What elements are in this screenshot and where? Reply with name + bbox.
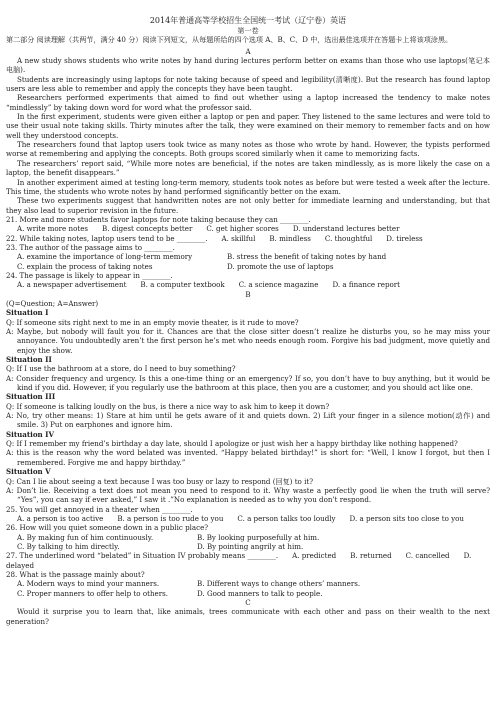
- passage-a-paragraph: Students are increasingly using laptops for note taking because of speed and legibility(清晰度). But the research has found laptop users are less able to remember and apply the concepts they have been taught.: [6, 74, 490, 94]
- option[interactable]: C. a person talks too loudly: [237, 513, 336, 523]
- option[interactable]: D. Good manners to talk to people.: [197, 588, 323, 598]
- passage-b-label: B: [245, 289, 251, 299]
- option[interactable]: D. By pointing angrily at him.: [197, 541, 304, 551]
- question-stem: 23. The author of the passage aims to ________.: [6, 242, 175, 252]
- option[interactable]: C. Proper manners to offer help to others.: [17, 588, 168, 598]
- situation-question: Q: If someone sits right next to me in an empty movie theater, is it rude to move?: [6, 317, 299, 327]
- passage-a-paragraph: In another experiment aimed at testing long-term memory, students took notes as before but were tested a week after the lecture. This time, the students who wrote notes by hand performed significantly better on the exam.: [6, 177, 490, 196]
- option[interactable]: A. skillful: [221, 233, 256, 243]
- passage-b-key: (Q=Question; A=Answer): [6, 298, 99, 308]
- passage-a-paragraph: The researchers found that laptop users took twice as many notes as those who wrote by hand. However, the typists performed worse at remembering and applying the concepts. Both groups scored similarly when it came to memorizing facts.: [6, 140, 490, 159]
- question-options: [6, 224, 490, 233]
- option[interactable]: A. examine the importance of long-term memory: [17, 252, 193, 262]
- question-options: [6, 542, 490, 551]
- situation-answer: A: this is the reason why the word belated was invented. “Happy belated birthday!” is short for: “Well, I know I forgot, but then I remembered. Forgive me and happy birthday.”: [6, 448, 490, 467]
- option[interactable]: A. By making fun of him continuously.: [17, 532, 154, 542]
- question-options: [6, 579, 490, 588]
- question-stem: 27. The underlined word “belated” in Situation IV probably means ________.: [6, 551, 279, 561]
- option[interactable]: D. a finance report: [332, 280, 401, 290]
- passage-a-label: A: [245, 46, 251, 56]
- option[interactable]: D. tireless: [386, 233, 423, 243]
- situation-question: Q: If I remember my friend’s birthday a day late, should I apologize or just wish her a happy birthday like nothing happened?: [6, 439, 458, 449]
- question-options: [6, 533, 490, 542]
- situation-answer: A: Consider frequency and urgency. Is this a one-time thing or an emergency? If so, you don’t have to buy anything, but it would be kind if you did. However, if you regularly use the bathroom at this place, then you are a customer, and you should act like one.: [6, 373, 490, 393]
- option[interactable]: D. delayed: [6, 551, 472, 570]
- situation-title: Situation II: [6, 355, 52, 365]
- question-stem: 28. What is the passage mainly about?: [6, 569, 145, 579]
- question-options: [6, 280, 490, 289]
- passage-c-paragraph: Would it surprise you to learn that, like animals, trees communicate with each other and pass on their wealth to the next generation?: [6, 607, 490, 626]
- option[interactable]: D. understand lectures better: [292, 224, 400, 234]
- situation-title: Situation III: [6, 392, 56, 402]
- option[interactable]: B. a computer textbook: [140, 280, 225, 290]
- option[interactable]: B. mindless: [269, 233, 311, 243]
- question-row: [6, 551, 490, 570]
- situation-question: Q: Can I lie about seeing a text because I was too busy or lazy to respond (回复) to it?: [6, 476, 314, 486]
- part-instructions: 第二部分 阅读理解（共两节，满分 40 分）阅读下列短文，从每题所给的四个选项 A、B、C、D 中，选出最佳选项并在答题卡上将该项涂黑。: [6, 35, 453, 45]
- question-stem: 26. How will you quiet someone down in a public place?: [6, 523, 209, 533]
- question-options: [6, 589, 490, 598]
- option[interactable]: C. thoughtful: [324, 233, 373, 243]
- question-stem: 25. You will get annoyed in a theater when ________.: [6, 504, 193, 514]
- option[interactable]: B. Different ways to change others’ manners.: [197, 579, 361, 589]
- exam-title: 2014年普通高等学校招生全国统一考试（辽宁卷）英语: [149, 16, 347, 25]
- passage-a-paragraph: Researchers performed experiments that aimed to find out whether using a laptop increased the tendency to make notes “mindlessly” by taking down word for word what the professor said.: [6, 93, 490, 112]
- option[interactable]: C. explain the process of taking notes: [17, 261, 153, 271]
- situation-question: Q: If someone is talking loudly on the bus, is there a nice way to ask him to keep it down?: [6, 401, 330, 411]
- option[interactable]: A. predicted: [292, 551, 337, 561]
- option[interactable]: D. promote the use of laptops: [227, 261, 334, 271]
- option[interactable]: A. Modern ways to mind your manners.: [17, 579, 160, 589]
- question-stem: 24. The passage is likely to appear in ________.: [6, 270, 173, 280]
- option[interactable]: C. a science magazine: [238, 280, 319, 290]
- situation-answer: A: No, try other means: 1) Stare at him until he gets aware of it and quiets down. 2) Lift your finger in a silence motion(动作) and smile. 3) Put on earphones and ignore him.: [6, 411, 490, 430]
- passage-a-paragraph: The researchers’ report said, “While more notes are beneficial, if the notes are taken mindlessly, as is more likely the case on a laptop, the benefit disappears.”: [6, 158, 490, 178]
- option[interactable]: B. By looking purposefully at him.: [197, 532, 320, 542]
- question-row: [6, 234, 490, 243]
- option[interactable]: C. cancelled: [405, 551, 450, 561]
- volume-heading: 第一卷: [237, 26, 259, 35]
- option[interactable]: A. write more notes: [17, 224, 89, 234]
- passage-a-paragraph: In the first experiment, students were given either a laptop or pen and paper. They listened to the same lectures and were told to use their usual note taking skills. Thirty minutes after the talk, they were examined on their memory to remember facts and on how well they understood concepts.: [6, 112, 490, 140]
- passage-a-paragraph: These two experiments suggest that handwritten notes are not only better for immediate learning and understanding, but that they also lead to superior revision in the future.: [6, 196, 490, 215]
- situation-title: Situation I: [6, 308, 49, 318]
- option[interactable]: A. a person is too active: [17, 513, 104, 523]
- question-stem: 22. While taking notes, laptop users tend to be ________.: [6, 233, 208, 243]
- option[interactable]: C. By talking to him directly.: [17, 541, 120, 551]
- situation-answer: A: Don’t lie. Receiving a text does not mean you need to respond to it. Why waste a perfectly good lie when the truth will serve? “Yes”, you can say if ever asked,” I saw it .”No explanation is needed as to why you don’t respond.: [6, 485, 490, 505]
- situation-title: Situation V: [6, 467, 51, 477]
- passage-a-paragraph: A new study shows students who write notes by hand during lectures perform better on exams than those who use laptops(笔记本电脑).: [6, 56, 490, 75]
- question-options: [6, 262, 490, 271]
- question-options: [6, 252, 490, 261]
- option[interactable]: A. a newspaper advertisement: [17, 280, 127, 290]
- option[interactable]: B. stress the benefit of taking notes by hand: [227, 252, 387, 262]
- option[interactable]: B. a person is too rude to you: [117, 513, 224, 523]
- situation-question: Q: If I use the bathroom at a store, do I need to buy something?: [6, 364, 236, 374]
- option[interactable]: D. a person sits too close to you: [349, 513, 464, 523]
- situation-title: Situation IV: [6, 429, 55, 439]
- option[interactable]: B. digest concepts better: [102, 224, 193, 234]
- situation-answer: A: Maybe, but nobody will fault you for it. Chances are that the close sitter doesn’t realize he disturbs you, so he may miss your annoyance. You undoubtedly aren’t the first person he’s met who needs enough room. Forgive his bad judgment, move quietly and enjoy the show.: [6, 327, 490, 355]
- question-stem: 21. More and more students favor laptops for note taking because they can ________.: [6, 214, 311, 224]
- question-options: [6, 514, 490, 523]
- option[interactable]: C. get higher scores: [206, 224, 279, 234]
- passage-c-label: C: [245, 597, 251, 607]
- option[interactable]: B. returned: [350, 551, 392, 561]
